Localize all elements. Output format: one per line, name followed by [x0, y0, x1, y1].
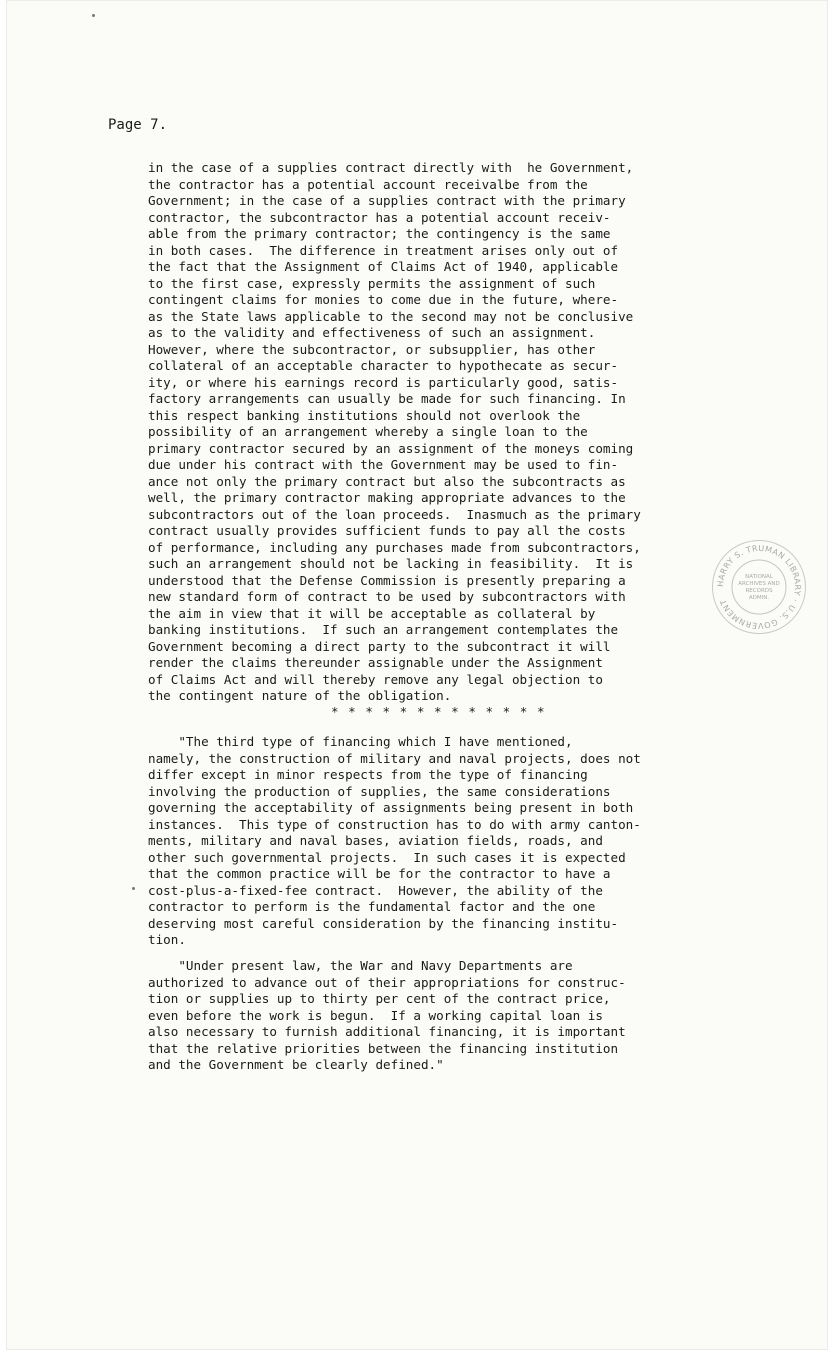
text-line: instances. This type of construction has to do with army canton- — [148, 816, 641, 832]
text-line: tion. — [148, 932, 186, 947]
text-line: also necessary to furnish additional financing, it is important — [148, 1024, 626, 1039]
scan-speck — [92, 14, 95, 17]
text-line: contingent claims for monies to come due in the future, where- — [148, 292, 619, 307]
text-line: as the State laws applicable to the second may not be conclusive — [148, 308, 634, 324]
text-line: contract usually provides sufficient funds to pay all the costs — [148, 523, 626, 538]
text-line: differ except in minor respects from the type of financing — [148, 767, 588, 782]
text-line: as to the validity and effectiveness of such an assignment. — [148, 325, 596, 340]
paragraph-3 — [148, 958, 688, 1074]
text-line: ance not only the primary contract but also the subcontracts as — [148, 473, 626, 489]
text-line: involving the production of supplies, the same considerations — [148, 783, 611, 799]
text-line: new standard form of contract to be used by subcontractors with — [148, 589, 626, 604]
text-line: render the claims thereunder assignable under the Assignment — [148, 655, 603, 670]
text-line: understood that the Defense Commission is presently preparing a — [148, 572, 626, 588]
text-line: such an arrangement should not be lacking in feasibility. It is — [148, 556, 634, 571]
text-line: possibility of an arrangement whereby a single loan to the — [148, 424, 588, 439]
text-line: that the common practice will be for the contractor to have a — [148, 866, 611, 881]
paragraph-2 — [148, 734, 688, 949]
text-line: "The third type of financing which I have mentioned, — [148, 734, 573, 749]
stamp-ring-text: HARRY S. TRUMAN LIBRARY · U.S. GOVERNMENT — [715, 543, 803, 631]
text-line: other such governmental projects. In such cases it is expected — [148, 849, 626, 865]
text-line: of performance, including any purchases made from subcontractors, — [148, 539, 641, 555]
text-line: and the Government be clearly defined." — [148, 1057, 444, 1072]
text-line: governing the acceptability of assignments being present in both — [148, 800, 634, 815]
text-line: However, where the subcontractor, or subsupplier, has other — [148, 341, 596, 357]
stamp-center-line: ARCHIVES AND — [738, 581, 780, 587]
text-line: authorized to advance out of their appropriations for construc- — [148, 974, 626, 990]
page-number: Page 7. — [108, 117, 168, 133]
text-line: collateral of an acceptable character to hypothecate as secur- — [148, 358, 619, 373]
text-line: deserving most careful consideration by the financing institu- — [148, 915, 619, 931]
scan-speck — [132, 887, 135, 890]
text-line: even before the work is begun. If a working capital loan is — [148, 1007, 603, 1023]
text-line: banking institutions. If such an arrangement contemplates the — [148, 622, 619, 637]
text-line: that the relative priorities between the financing institution — [148, 1040, 619, 1056]
library-stamp — [712, 540, 806, 634]
text-line: in both cases. The difference in treatment arises only out of — [148, 242, 619, 258]
text-line: in the case of a supplies contract directly with he Government, — [148, 160, 634, 175]
text-line: due under his contract with the Government may be used to fin- — [148, 457, 619, 472]
text-line: factory arrangements can usually be made for such financing. In — [148, 391, 626, 406]
text-line: the fact that the Assignment of Claims Act of 1940, applicable — [148, 259, 619, 274]
section-separator: * * * * * * * * * * * * * — [331, 704, 546, 719]
text-line: the aim in view that it will be acceptable as collateral by — [148, 605, 596, 621]
text-line: "Under present law, the War and Navy Departments are — [148, 958, 573, 973]
text-line: Government becoming a direct party to the subcontract it will — [148, 638, 611, 654]
stamp-center-line: ADMIN. — [748, 595, 770, 601]
text-line: contractor to perform is the fundamental factor and the one — [148, 899, 596, 914]
text-line: of Claims Act and will thereby remove any legal objection to — [148, 671, 603, 687]
stamp-center-line: NATIONAL — [745, 574, 773, 580]
text-line: ity, or where his earnings record is particularly good, satis- — [148, 374, 619, 390]
text-line: able from the primary contractor; the contingency is the same — [148, 226, 611, 241]
document-page — [6, 0, 828, 1350]
text-line: the contingent nature of the obligation. — [148, 688, 452, 703]
text-line: subcontractors out of the loan proceeds. Inasmuch as the primary — [148, 506, 641, 522]
text-line: Government; in the case of a supplies contract with the primary — [148, 193, 626, 208]
text-line: tion or supplies up to thirty per cent of the contract price, — [148, 991, 611, 1006]
stamp-seal-icon — [713, 541, 805, 633]
text-line: primary contractor secured by an assignment of the moneys coming — [148, 440, 634, 456]
stamp-center-line: RECORDS — [745, 588, 773, 594]
text-line: cost-plus-a-fixed-fee contract. However, the ability of the — [148, 882, 603, 898]
text-line: ments, military and naval bases, aviation fields, roads, and — [148, 833, 603, 848]
text-line: to the first case, expressly permits the assignment of such — [148, 275, 596, 291]
text-line: contractor, the subcontractor has a potential account receiv- — [148, 209, 611, 225]
text-line: well, the primary contractor making appropriate advances to the — [148, 490, 626, 505]
text-line: this respect banking institutions should not overlook the — [148, 407, 581, 423]
text-line: namely, the construction of military and naval projects, does not — [148, 750, 641, 766]
paragraph-1 — [148, 160, 688, 705]
text-line: the contractor has a potential account receivalbe from the — [148, 176, 588, 192]
